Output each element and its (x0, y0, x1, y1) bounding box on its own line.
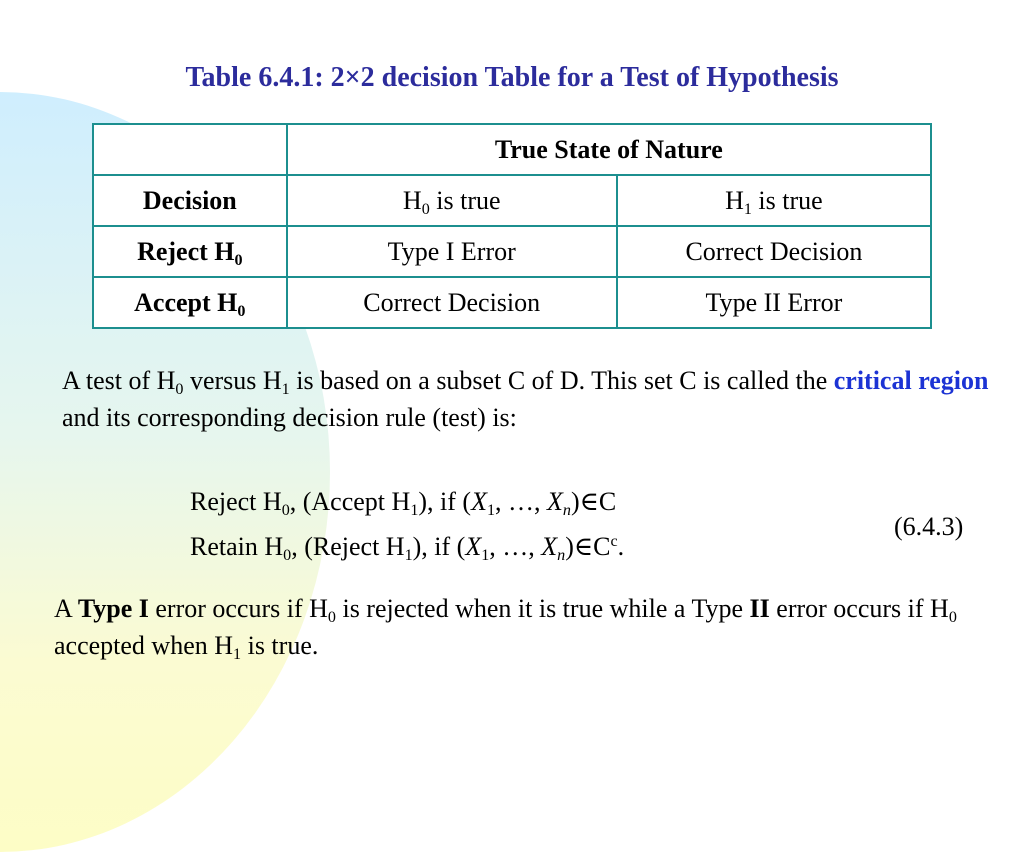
decision-header: Decision (93, 175, 287, 226)
h0-true-header: $H_0$ is true (287, 175, 617, 226)
decision-table (92, 123, 932, 329)
critical-region-term: critical region (833, 366, 989, 395)
error-types-paragraph: A Type I error occurs if $H_0$ is rejected when it is true while a Type II error occurs if $H_0$ accepted when $H_1$ is true. (54, 594, 957, 663)
retain-rule: Retain $H_0$, (Reject $H_1$), if ($X_1$, …, $X_n)\in C^c$. (190, 532, 625, 564)
table-cell: Type I Error (287, 226, 617, 277)
reject-h0-label: Reject $H_0$ (93, 226, 287, 277)
table-cell: Correct Decision (287, 277, 617, 328)
table-cell: Type II Error (617, 277, 931, 328)
table-row (93, 226, 931, 277)
slide-title: Table 6.4.1: 2×2 decision Table for a Test of Hypothesis (185, 62, 839, 93)
critical-region-paragraph: A test of $H_0$ versus $H_1$ is based on a subset C of D. This set C is called the critical region and its corresponding decision rule (test) is: (62, 366, 989, 432)
accept-h0-label: Accept $H_0$ (93, 277, 287, 328)
reject-rule: Reject $H_0$, (Accept $H_1$), if ($X_1$, …, $X_n)\in C$ (190, 487, 617, 519)
table-row (93, 277, 931, 328)
table-cell: Correct Decision (617, 226, 931, 277)
table-row (93, 124, 931, 175)
table-corner-cell (93, 124, 287, 175)
h1-true-header: $H_1$ is true (617, 175, 931, 226)
table-row (93, 175, 931, 226)
true-state-header: True State of Nature (287, 124, 931, 175)
equation-number: (6.4.3) (894, 512, 964, 541)
